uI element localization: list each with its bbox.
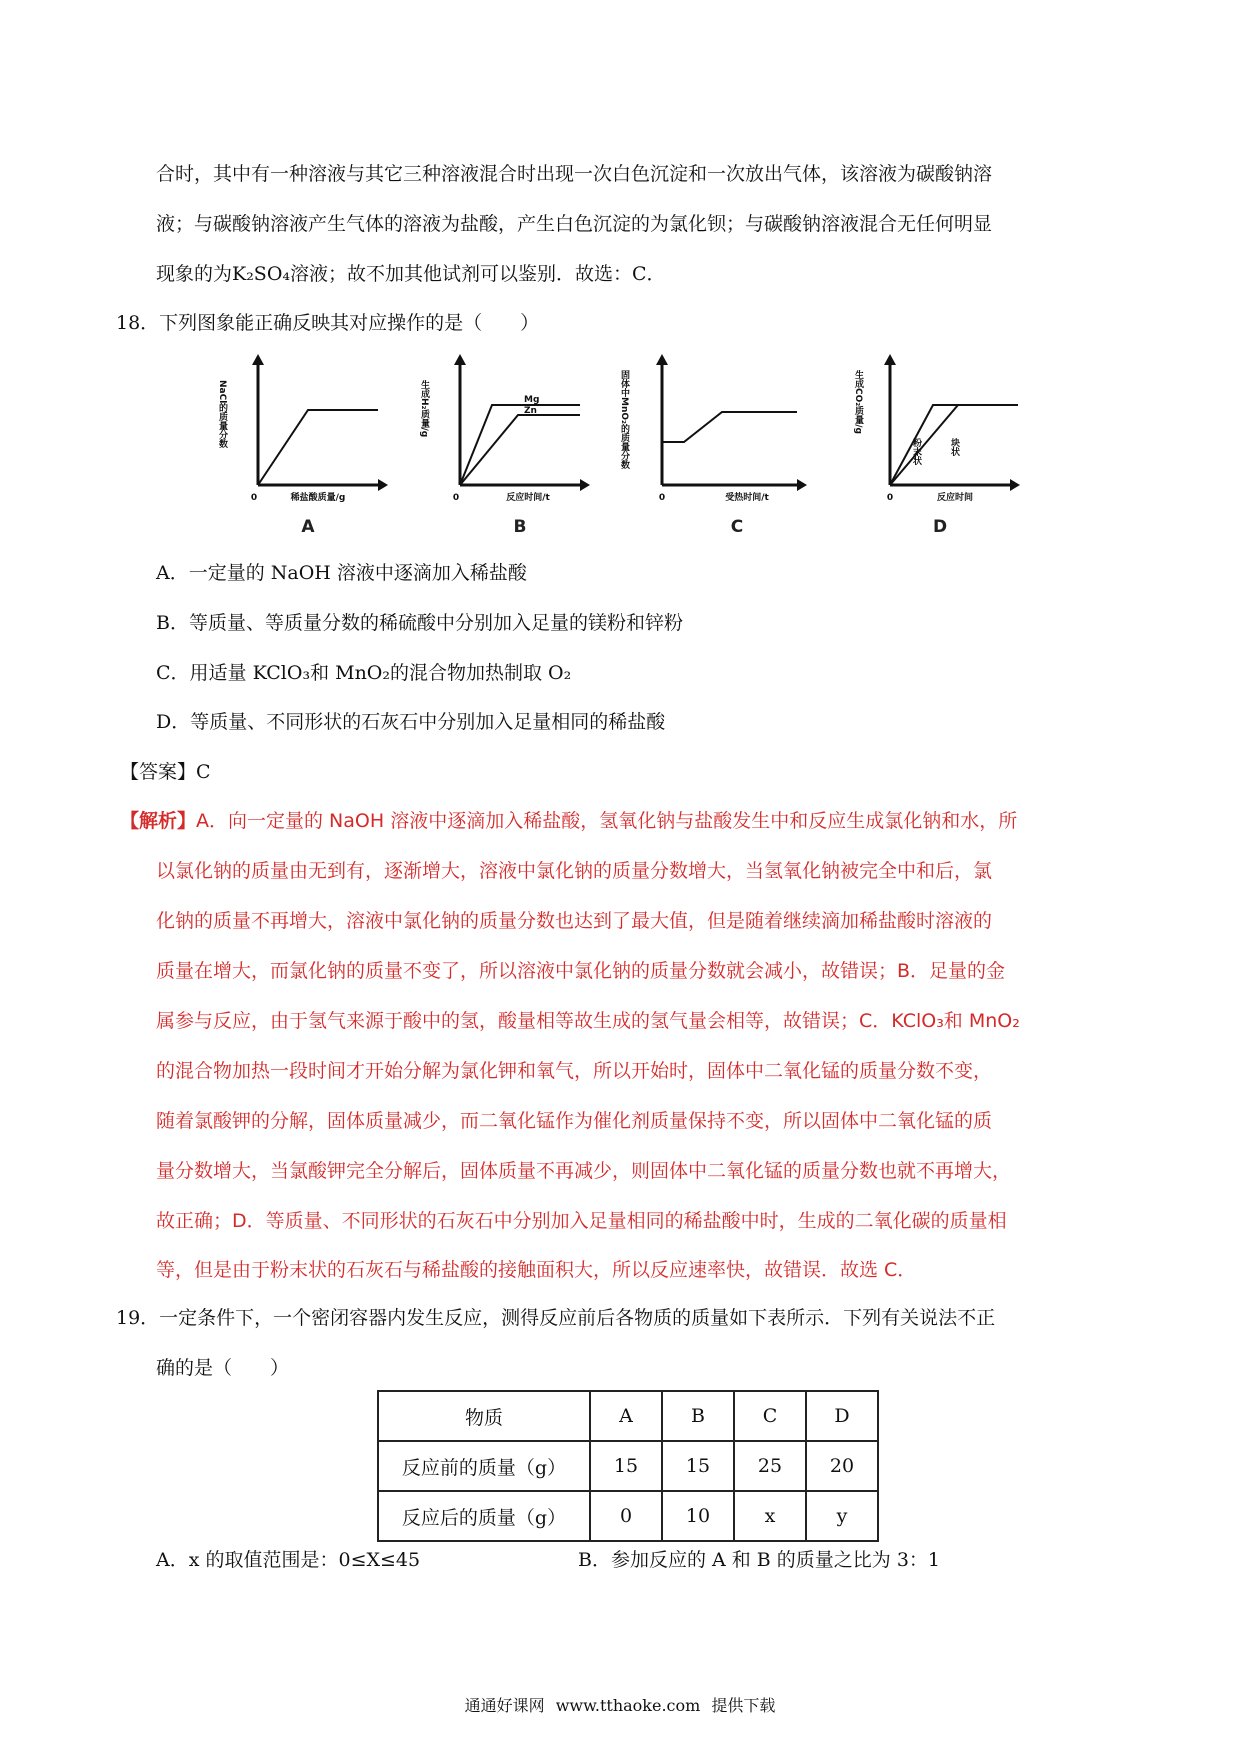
table-header-row xyxy=(378,1391,878,1441)
table-row xyxy=(378,1441,878,1491)
graph-d-series-powder: 粉末状 xyxy=(911,438,921,465)
q18-stem: 18．下列图象能正确反映其对应操作的是（ ） xyxy=(116,312,540,334)
q18-analysis-line-1 xyxy=(120,808,1017,834)
graph-d-xlabel: 反应时间 xyxy=(936,493,974,503)
q18-option-c: C．用适量 KClO₃和 MnO₂的混合物加热制取 O₂ xyxy=(156,662,572,684)
graph-c-ylabel: 固体中MnO₂的质量分数 xyxy=(619,370,629,469)
graph-b xyxy=(420,350,590,535)
graph-c-origin: 0 xyxy=(658,493,666,503)
graph-b-ylabel: 生成H₂质量/g xyxy=(419,380,429,438)
graph-a-ylabel: NaCl的质量分数 xyxy=(217,380,227,449)
graph-c-letter: C xyxy=(730,517,744,537)
q18-analysis-line-4: 质量在增大，而氯化钠的质量不变了，所以溶液中氯化钠的质量分数就会减小，故错误；B．足量的金 xyxy=(156,960,1006,982)
q19-stem-line-2: 确的是（ ） xyxy=(156,1357,290,1379)
table-cell: 15 xyxy=(662,1441,734,1491)
table-header-cell: 物质 xyxy=(378,1391,590,1441)
analysis-text-1: A．向一定量的 NaOH 溶液中逐滴加入稀盐酸，氢氧化钠与盐酸发生中和反应生成氯化钠和水，所 xyxy=(196,810,1018,832)
table-cell: 反应后的质量（g） xyxy=(378,1491,590,1541)
graph-b-letter: B xyxy=(513,517,527,537)
q19-option-a: A．x 的取值范围是：0≤X≤45 xyxy=(156,1549,421,1571)
q18-analysis-line-10: 等，但是由于粉末状的石灰石与稀盐酸的接触面积大，所以反应速率快，故错误．故选 C． xyxy=(156,1259,917,1281)
graph-b-origin: 0 xyxy=(452,493,460,503)
table-cell: 20 xyxy=(806,1441,878,1491)
table-header-cell: B xyxy=(662,1391,734,1441)
table-cell: 25 xyxy=(734,1441,806,1491)
footer-site: 通通好课网 xyxy=(464,1696,545,1715)
graph-c-xlabel: 受热时间/t xyxy=(725,493,769,503)
table-cell: 反应前的质量（g） xyxy=(378,1441,590,1491)
graph-a-letter: A xyxy=(301,517,315,537)
table-cell: 10 xyxy=(662,1491,734,1541)
table-header-cell: A xyxy=(590,1391,662,1441)
graph-d-letter: D xyxy=(932,517,948,537)
q19-data-table xyxy=(377,1390,879,1542)
graph-c xyxy=(619,350,807,537)
graph-b-series-mg: Mg xyxy=(524,395,540,405)
q18-analysis-line-8: 量分数增大，当氯酸钾完全分解后，固体质量不再减少，则固体中二氧化锰的质量分数也就不再增大， xyxy=(156,1160,1012,1182)
graph-b-xlabel: 反应时间/t xyxy=(506,493,550,503)
graph-d-ylabel: 生成CO₂质量/g xyxy=(853,370,863,434)
table-row xyxy=(378,1491,878,1541)
q18-option-a: A．一定量的 NaOH 溶液中逐滴加入稀盐酸 xyxy=(156,562,527,584)
graph-d-origin: 0 xyxy=(886,493,894,503)
graph-a xyxy=(218,350,388,535)
page-footer xyxy=(0,1693,1240,1716)
analysis-label: 【解析】 xyxy=(120,810,197,832)
table-cell: 15 xyxy=(590,1441,662,1491)
continuation-line-3: 现象的为K₂SO₄溶液；故不加其他试剂可以鉴别．故选：C． xyxy=(156,263,666,285)
q18-analysis-line-3: 化钠的质量不再增大，溶液中氯化钠的质量分数也达到了最大值，但是随着继续滴加稀盐酸时溶液的 xyxy=(156,910,993,932)
graph-a-xlabel: 稀盐酸质量/g xyxy=(290,493,346,503)
q18-answer: 【答案】C xyxy=(120,761,211,783)
table-cell: x xyxy=(734,1491,806,1541)
q18-analysis-line-5: 属参与反应，由于氢气来源于酸中的氢，酸量相等故生成的氢气量会相等，故错误；C．KClO₃和 MnO₂ xyxy=(156,1010,1020,1032)
graph-b-series-zn: Zn xyxy=(524,406,537,416)
table-header-cell: D xyxy=(806,1391,878,1441)
q19-option-b: B．参加反应的 A 和 B 的质量之比为 3：1 xyxy=(578,1549,941,1571)
graph-d-series-block: 块状 xyxy=(949,438,959,456)
q18-option-d: D．等质量、不同形状的石灰石中分别加入足量相同的稀盐酸 xyxy=(156,711,666,733)
table-cell: y xyxy=(806,1491,878,1541)
table-cell: 0 xyxy=(590,1491,662,1541)
q18-analysis-line-9: 故正确；D．等质量、不同形状的石灰石中分别加入足量相同的稀盐酸中时，生成的二氧化碳的质量相 xyxy=(156,1210,1007,1232)
continuation-line-1: 合时，其中有一种溶液与其它三种溶液混合时出现一次白色沉淀和一次放出气体，该溶液为碳酸钠溶 xyxy=(156,163,993,185)
q18-analysis-line-2: 以氯化钠的质量由无到有，逐渐增大，溶液中氯化钠的质量分数增大，当氢氧化钠被完全中和后，氯 xyxy=(156,860,993,882)
q18-analysis-line-6: 的混合物加热一段时间才开始分解为氯化钾和氧气，所以开始时，固体中二氧化锰的质量分数不变， xyxy=(156,1060,993,1082)
q18-analysis-line-7: 随着氯酸钾的分解，固体质量减少，而二氧化锰作为催化剂质量保持不变，所以固体中二氧化锰的质 xyxy=(156,1110,993,1132)
footer-tail: 提供下载 xyxy=(711,1696,776,1715)
q18-option-b: B．等质量、等质量分数的稀硫酸中分别加入足量的镁粉和锌粉 xyxy=(156,612,683,634)
graph-d xyxy=(850,350,1025,535)
footer-url[interactable]: www.tthaoke.com xyxy=(555,1696,701,1715)
continuation-line-2: 液；与碳酸钠溶液产生气体的溶液为盐酸，产生白色沉淀的为氯化钡；与碳酸钠溶液混合无任何明显 xyxy=(156,213,993,235)
table-header-cell: C xyxy=(734,1391,806,1441)
q19-stem-line-1: 19．一定条件下，一个密闭容器内发生反应，测得反应前后各物质的质量如下表所示．下列有关说法不正 xyxy=(116,1307,996,1329)
graph-a-origin: 0 xyxy=(250,493,258,503)
